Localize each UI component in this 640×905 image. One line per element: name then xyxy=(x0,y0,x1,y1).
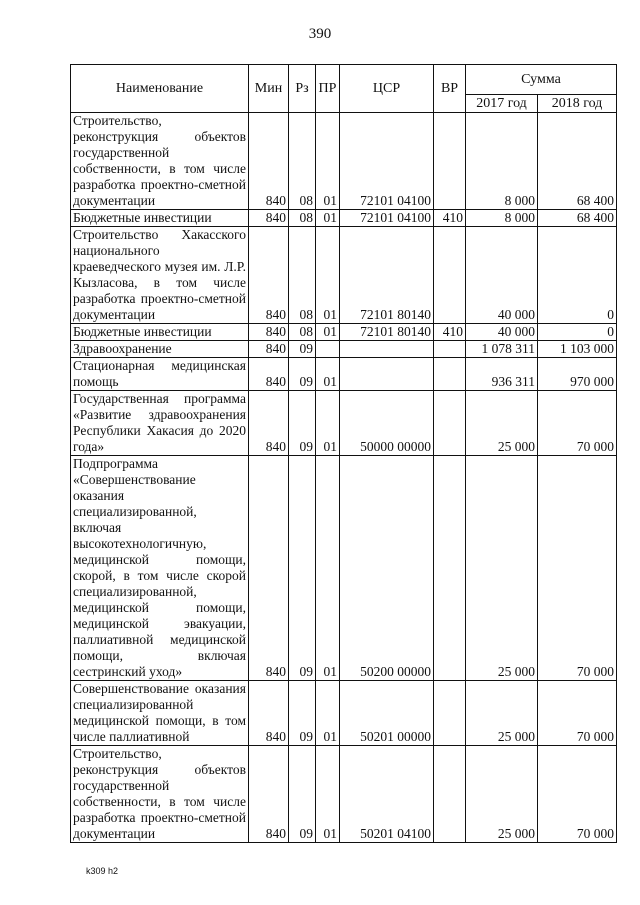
row-rz: 08 xyxy=(289,113,316,210)
table-row xyxy=(71,456,617,681)
row-csr: 72101 80140 xyxy=(340,227,434,324)
header-2017: 2017 год xyxy=(466,95,538,113)
table-row xyxy=(71,227,617,324)
row-name: Строительство Хакасского национального краеведческого музея им. Л.Р. Кызласова, в том числе разработка проектно-сметной документации xyxy=(71,227,249,324)
row-vr xyxy=(434,113,466,210)
row-min: 840 xyxy=(249,324,289,341)
row-csr: 72101 04100 xyxy=(340,210,434,227)
row-csr: 50201 04100 xyxy=(340,746,434,843)
header-name: Наименование xyxy=(71,65,249,113)
row-pr: 01 xyxy=(316,358,340,391)
row-2018: 70 000 xyxy=(538,681,617,746)
row-2017: 25 000 xyxy=(466,681,538,746)
row-rz: 09 xyxy=(289,456,316,681)
table-row xyxy=(71,113,617,210)
row-rz: 09 xyxy=(289,358,316,391)
row-min: 840 xyxy=(249,227,289,324)
row-pr: 01 xyxy=(316,681,340,746)
row-vr: 410 xyxy=(434,324,466,341)
row-csr: 72101 04100 xyxy=(340,113,434,210)
header-min: Мин xyxy=(249,65,289,113)
row-vr xyxy=(434,681,466,746)
header-csr: ЦСР xyxy=(340,65,434,113)
row-rz: 08 xyxy=(289,210,316,227)
table-row xyxy=(71,681,617,746)
table-row xyxy=(71,358,617,391)
table-row xyxy=(71,341,617,358)
row-pr: 01 xyxy=(316,227,340,324)
row-2017: 936 311 xyxy=(466,358,538,391)
row-csr xyxy=(340,341,434,358)
row-2017: 8 000 xyxy=(466,113,538,210)
row-name: Строительство, реконструкция объектов государственной собственности, в том числе разработка проектно-сметной документации xyxy=(71,113,249,210)
row-min: 840 xyxy=(249,456,289,681)
row-name: Здравоохранение xyxy=(71,341,249,358)
header-rz: Рз xyxy=(289,65,316,113)
footer-code: k309 h2 xyxy=(86,866,119,876)
row-min: 840 xyxy=(249,113,289,210)
row-min: 840 xyxy=(249,341,289,358)
row-vr xyxy=(434,456,466,681)
row-min: 840 xyxy=(249,210,289,227)
row-name: Строительство, реконструкция объектов государственной собственности, в том числе разработка проектно-сметной документации xyxy=(71,746,249,843)
row-vr xyxy=(434,341,466,358)
row-2018: 68 400 xyxy=(538,113,617,210)
page-number: 390 xyxy=(308,26,332,42)
row-2017: 25 000 xyxy=(466,456,538,681)
row-2017: 40 000 xyxy=(466,227,538,324)
row-pr: 01 xyxy=(316,113,340,210)
row-name: Подпрограмма «Совершенствование оказания специализированной, включая высокотехнологичную, медицинской помощи, скорой, в том числе скорой специализированной, медицинской помощи, медицинской эвакуации, паллиативной медицинской помощи, включая сестринский уход» xyxy=(71,456,249,681)
row-csr: 50000 00000 xyxy=(340,391,434,456)
row-pr: 01 xyxy=(316,456,340,681)
row-rz: 09 xyxy=(289,681,316,746)
row-csr xyxy=(340,358,434,391)
header-sum: Сумма xyxy=(466,65,617,95)
row-rz: 08 xyxy=(289,324,316,341)
row-pr: 01 xyxy=(316,746,340,843)
row-min: 840 xyxy=(249,746,289,843)
row-min: 840 xyxy=(249,358,289,391)
row-csr: 72101 80140 xyxy=(340,324,434,341)
row-pr: 01 xyxy=(316,210,340,227)
row-min: 840 xyxy=(249,681,289,746)
table-row xyxy=(71,210,617,227)
row-2018: 0 xyxy=(538,227,617,324)
row-name: Стационарная медицинская помощь xyxy=(71,358,249,391)
row-name: Совершенствование оказания специализированной медицинской помощи, в том числе паллиативной xyxy=(71,681,249,746)
row-pr: 01 xyxy=(316,324,340,341)
row-csr: 50201 00000 xyxy=(340,681,434,746)
row-vr xyxy=(434,391,466,456)
row-2017: 25 000 xyxy=(466,746,538,843)
row-pr: 01 xyxy=(316,391,340,456)
budget-table xyxy=(70,64,617,843)
row-2018: 0 xyxy=(538,324,617,341)
row-2018: 70 000 xyxy=(538,746,617,843)
row-name: Бюджетные инвестиции xyxy=(71,210,249,227)
header-pr: ПР xyxy=(316,65,340,113)
row-2017: 1 078 311 xyxy=(466,341,538,358)
row-2018: 70 000 xyxy=(538,391,617,456)
header-2018: 2018 год xyxy=(538,95,617,113)
row-rz: 09 xyxy=(289,341,316,358)
row-2018: 1 103 000 xyxy=(538,341,617,358)
row-csr: 50200 00000 xyxy=(340,456,434,681)
row-2017: 8 000 xyxy=(466,210,538,227)
row-2018: 970 000 xyxy=(538,358,617,391)
table-row xyxy=(71,391,617,456)
row-name: Бюджетные инвестиции xyxy=(71,324,249,341)
row-vr xyxy=(434,227,466,324)
row-rz: 09 xyxy=(289,391,316,456)
row-vr: 410 xyxy=(434,210,466,227)
row-2018: 70 000 xyxy=(538,456,617,681)
row-rz: 09 xyxy=(289,746,316,843)
table-row xyxy=(71,324,617,341)
row-name: Государственная программа «Развитие здравоохранения Республики Хакасия до 2020 года» xyxy=(71,391,249,456)
row-2018: 68 400 xyxy=(538,210,617,227)
row-rz: 08 xyxy=(289,227,316,324)
row-vr xyxy=(434,358,466,391)
row-min: 840 xyxy=(249,391,289,456)
header-vr: ВР xyxy=(434,65,466,113)
row-2017: 40 000 xyxy=(466,324,538,341)
row-2017: 25 000 xyxy=(466,391,538,456)
row-vr xyxy=(434,746,466,843)
row-pr xyxy=(316,341,340,358)
table-row xyxy=(71,746,617,843)
